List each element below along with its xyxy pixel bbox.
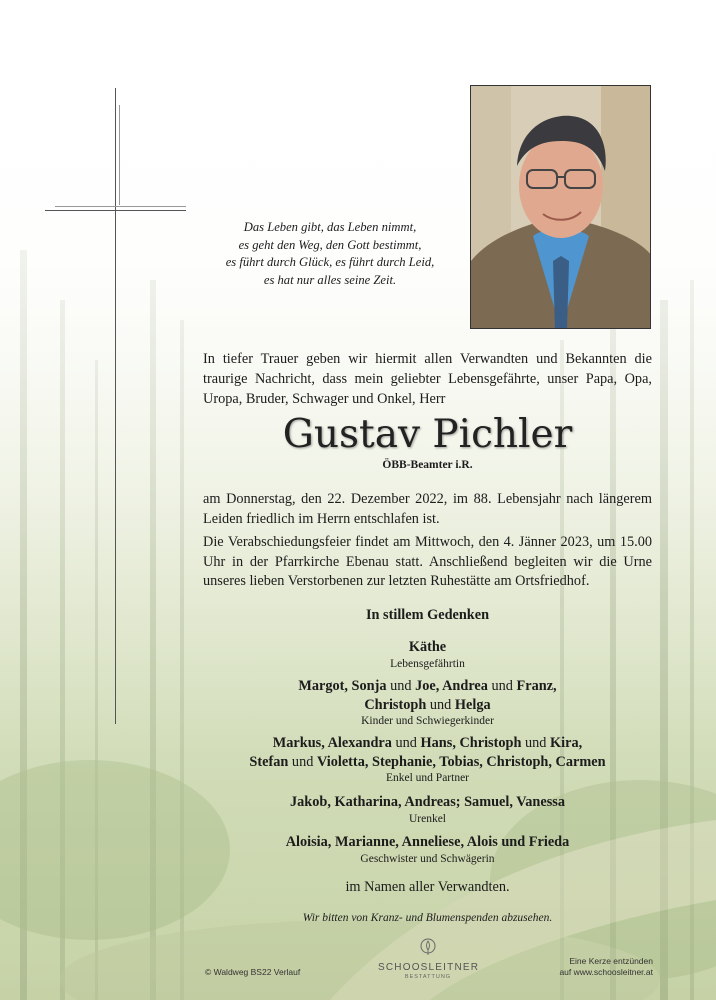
poem-line: es führt durch Glück, es führt durch Leid, <box>225 255 435 269</box>
death-notice: am Donnerstag, den 22. Dezember 2022, im 88. Lebensjahr nach längerem Leiden friedlich im Herrn entschlafen ist. <box>203 491 652 527</box>
mourner-relation: Kinder und Schwiegerkinder <box>361 715 494 727</box>
mourner-names-line <box>203 734 652 753</box>
poem-line: es hat nur alles seine Zeit. <box>263 272 397 287</box>
mourner-group-great-grandchildren <box>203 793 652 826</box>
mourner-names: Jakob, Katharina, Andreas; Samuel, Vanessa <box>289 794 565 810</box>
cross-vertical-shadow <box>119 105 120 205</box>
flower-request: Wir bitten von Kranz- und Blumenspenden abzusehen. <box>302 912 553 924</box>
candle-link-line: Eine Kerze entzünden <box>569 956 653 966</box>
deceased-name: Gustav Pichler <box>282 412 573 457</box>
mourner-names: Helga <box>454 696 491 713</box>
candle-link[interactable] <box>520 956 653 978</box>
mourner-group-partner <box>203 638 652 671</box>
mourner-group-children <box>203 677 652 728</box>
cross-vertical-line <box>115 88 116 724</box>
mourner-names: Kira, <box>550 735 583 751</box>
poem <box>200 219 460 289</box>
deceased-title: ÖBB-Beamter i.R. <box>382 459 473 471</box>
funeral-home-logo <box>378 937 478 980</box>
mourner-relation: Geschwister und Schwägerin <box>360 852 495 865</box>
mourner-names: Violetta, Stephanie, Tobias, Christoph, Carmen <box>316 753 606 770</box>
mourner-names: Hans, Christoph <box>420 735 522 751</box>
mourner-group-grandchildren <box>203 734 652 785</box>
copyright-notice: © Waldweg BS22 Verlauf <box>205 967 301 977</box>
funeral-home-subtitle: BESTATTUNG <box>404 974 452 980</box>
mourner-names-line <box>203 753 652 772</box>
intro-text: In tiefer Trauer geben wir hiermit allen Verwandten und Bekannten die traurige Nachricht, dass mein geliebter Lebensgefährte, unser Papa, Opa, Uropa, Bruder, Schwager und Onkel, Herr <box>203 351 652 407</box>
mourner-names: Franz, <box>516 678 557 694</box>
conjunction: und <box>521 735 551 751</box>
memory-heading: In stillem Gedenken <box>365 607 490 623</box>
mourner-names: Joe, Andrea <box>415 678 488 694</box>
mourner-relation: Urenkel <box>408 812 447 825</box>
mourner-group-siblings <box>203 833 652 866</box>
mourner-names: Käthe <box>408 639 447 655</box>
closing-line: im Namen aller Verwandten. <box>345 879 510 895</box>
funeral-home-name: SCHOOSLEITNER <box>378 962 480 973</box>
portrait-photo <box>470 85 651 329</box>
mourner-names: Margot, Sonja <box>298 678 387 694</box>
ceremony-notice: Die Verabschiedungsfeier findet am Mittwoch, den 4. Jänner 2023, um 15.00 Uhr in der Pfarrkirche Ebenau statt. Anschließend begleiten wir die Urne unseres lieben Verstorbenen zur letzten Ruhestätte am Ortsfriedhof. <box>203 534 652 589</box>
mourner-names: Christoph <box>364 696 427 713</box>
cross-horizontal-line <box>45 210 186 211</box>
conjunction: und <box>391 735 421 751</box>
mourner-relation: Lebensgefährtin <box>390 657 465 670</box>
cross-horizontal-shadow <box>55 206 186 207</box>
poem-line: es geht den Weg, den Gott bestimmt, <box>238 237 422 252</box>
conjunction: und <box>426 696 455 713</box>
mourner-names-line <box>203 677 652 696</box>
candle-link-url[interactable]: auf www.schoosleitner.at <box>559 967 653 977</box>
conjunction: und <box>487 678 517 694</box>
mourner-names: Markus, Alexandra <box>272 735 392 751</box>
mourner-relation: Enkel und Partner <box>385 772 470 784</box>
conjunction: und <box>288 753 317 770</box>
mourner-names: Stefan <box>249 753 289 770</box>
lantern-icon <box>419 937 437 957</box>
poem-line: Das Leben gibt, das Leben nimmt, <box>243 220 417 234</box>
mourner-names: Aloisia, Marianne, Anneliese, Alois und Frieda <box>285 834 570 850</box>
mourner-names-line <box>203 696 652 715</box>
conjunction: und <box>386 678 416 694</box>
